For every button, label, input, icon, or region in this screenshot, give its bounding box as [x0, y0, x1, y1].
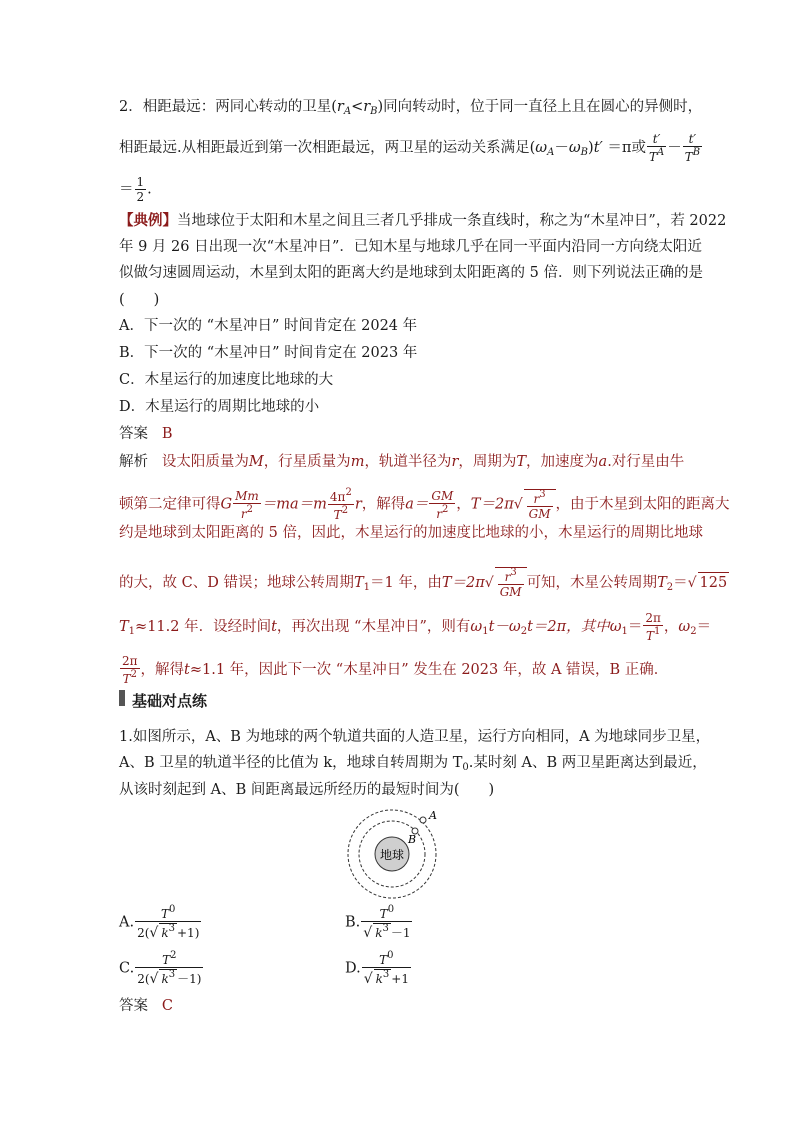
text: ，解得: [140, 662, 185, 678]
text: 似做匀速圆周运动，木星到太阳的距离大约是地球到太阳距离的 5 倍．则下列说法正确的是: [119, 265, 703, 281]
analysis-line1: [119, 452, 684, 472]
option-label: C.: [119, 960, 135, 977]
var: t′: [593, 140, 603, 156]
den: +1: [391, 972, 409, 986]
sup: B: [692, 147, 701, 158]
label-b: B: [408, 833, 417, 846]
var: T: [516, 454, 527, 470]
num: 1: [136, 175, 145, 189]
text: D．木星运行的周期比地球的小: [119, 399, 320, 415]
den: 2: [136, 190, 145, 204]
p1-line2: [119, 133, 703, 163]
var: ω: [568, 140, 581, 156]
den: 2(: [137, 926, 150, 940]
text: 年 9 月 26 日出现一次“木星冲日”．已知木星与地球几乎在同一平面内沿同一方向绕太阳近: [119, 239, 702, 255]
sub: A: [547, 147, 555, 158]
answer-label: 答案: [119, 998, 148, 1014]
num: T: [379, 953, 388, 967]
num: T: [379, 907, 388, 921]
example-answer: [119, 424, 172, 444]
var: r: [363, 99, 371, 115]
var: t: [271, 619, 277, 635]
den: r: [240, 506, 247, 521]
text: ＝π或: [607, 140, 646, 156]
analysis-line5: $T_1\approx 11.2$ 年．设经时间t，再次出现 “木星冲日”，则有$\omega_1t-\omega_2t=2\pi$，其中$\omega_1=$ $\frac{2\pi}{T^1}$ ，$\omega_2=$: [119, 611, 712, 643]
frac-half: [135, 176, 147, 203]
q1-line3: [119, 780, 494, 800]
symbol: <: [351, 99, 364, 115]
text: ，: [456, 496, 471, 513]
var: a: [598, 454, 608, 470]
text: .对行星由牛: [607, 454, 685, 470]
example-tag: 【典例】: [119, 212, 177, 229]
sqrt-125: 125: [698, 572, 730, 593]
text: 的大，故 C、D 错误；地球公转周期: [119, 575, 354, 591]
option-label: B.: [345, 914, 361, 931]
text: 顿第二定律可得: [119, 496, 221, 513]
var: r: [336, 99, 344, 115]
sup: 2: [170, 950, 177, 961]
orbit-diagram: [345, 805, 455, 905]
satellite-a-icon: [420, 817, 426, 823]
var: k: [375, 926, 383, 940]
frac-2pi-T1: $\frac{2\pi}{T^1}$: [645, 611, 661, 643]
num: T: [161, 907, 170, 921]
text: ，再次出现 “木星冲日”，则有: [276, 619, 471, 635]
text: 约是地球到太阳距离的 5 倍，因此，木星运行的加速度比地球的小，木星运行的周期比地球: [119, 525, 703, 541]
var: k: [161, 926, 169, 940]
sqrt: $\frac{r^3}{GM}$: [495, 567, 527, 598]
sub: B: [580, 147, 589, 158]
q1-line1: [119, 727, 710, 747]
sub: 2: [520, 626, 528, 637]
frac-2pi-T2: $\frac{2\pi}{T^2}$: [122, 654, 138, 686]
sup: A: [656, 147, 665, 158]
num: 2π: [645, 611, 661, 625]
option-label: A.: [119, 914, 135, 931]
example-line1: [119, 211, 726, 231]
example-option-d: [119, 397, 319, 417]
text: )同向转动时，位于同一直径上且在圆心的异侧时，: [377, 99, 703, 115]
sup: 0: [169, 904, 176, 915]
frac-GM-r2: $\frac{GM}{r^2}$: [431, 488, 454, 521]
text: C．木星运行的加速度比地球的大: [119, 372, 334, 388]
answer-value: C: [161, 998, 173, 1014]
frac-4pi2-T2: $\frac{4\pi^2}{T^2}$: [329, 487, 352, 522]
sub: B: [370, 106, 378, 117]
sub: 0: [462, 762, 469, 773]
text: 当地球位于太阳和木星之间且三者几乎排成一条直线时，称之为“木星冲日”，若 2022: [177, 213, 727, 229]
var: r: [354, 496, 362, 513]
q1-option-b: B. $\frac{T^0}{√ k^3 -1}$: [345, 904, 411, 941]
text: 1.如图所示，A、B 为地球的两个轨道共面的人造卫星，运行方向相同，A 为地球同步卫星，: [119, 729, 711, 745]
example-paren: [119, 290, 159, 310]
text: t＝2π，其中: [527, 619, 610, 635]
text: ＝ma＝m: [261, 496, 327, 513]
var: M: [248, 454, 264, 470]
num: r: [533, 491, 540, 506]
section-title: 基础对点练: [132, 692, 208, 710]
example-line2: [119, 237, 702, 257]
text: ，解得: [361, 496, 406, 513]
var: ω: [535, 140, 548, 156]
item-label: 相距最远：: [142, 99, 216, 115]
var: T: [353, 575, 364, 591]
answer-value: B: [161, 426, 173, 442]
den: 2(: [137, 972, 150, 986]
sup: 0: [387, 950, 394, 961]
section-bar: [119, 690, 125, 706]
num: GM: [431, 488, 454, 503]
var: ω: [470, 619, 483, 635]
analysis-line2: [119, 488, 730, 521]
frac-tA: [647, 133, 666, 163]
example-option-c: [119, 370, 333, 390]
text: 可知，木星公转周期: [526, 575, 658, 591]
den: GM: [528, 506, 551, 521]
frac-Mm-r2: $\frac{Mm}{r^2}$: [235, 488, 259, 521]
sub: A: [343, 106, 352, 117]
frac-tB: [683, 133, 702, 163]
sub: 2: [666, 582, 674, 593]
text: ( ): [119, 292, 160, 308]
text: .某时刻 A、B 两卫星距离达到最近，: [468, 755, 707, 771]
sqrt: $\frac{r^3}{GM}$: [524, 489, 556, 520]
var: m: [350, 454, 365, 470]
var: k: [375, 972, 383, 986]
example-line3: [119, 263, 703, 283]
sup: 0: [387, 904, 395, 915]
analysis-line4: 的大，故 C、D 错误；地球公转周期$T_1=1$ 年，由T＝2π√ $\frac{r^3}{GM}$ 可知，木星公转周期$T_2=√$ 125: [119, 567, 728, 599]
text: a＝: [405, 496, 429, 513]
den: T: [684, 150, 693, 164]
radical-icon: √: [513, 496, 523, 513]
text: A、B 卫星的轨道半径的比值为 k，地球自转周期为 T: [119, 755, 463, 771]
den: T: [648, 150, 657, 164]
text: B．下一次的 “木星冲日” 时间肯定在 2023 年: [119, 345, 418, 361]
radical-icon: √: [687, 575, 697, 591]
symbol: －: [554, 140, 569, 156]
p1-line3: [119, 176, 152, 203]
var: r: [451, 454, 459, 470]
text: ≈11.2 年．设经时间: [135, 619, 272, 635]
q1-line2: [119, 753, 707, 778]
p1-line1: [119, 97, 702, 122]
sup: 3: [168, 923, 175, 934]
sub: 1: [363, 582, 370, 593]
text: 两同心转动的卫星(: [215, 99, 337, 115]
q1-option-d: D. $\frac{T^0}{√ k^3 +1}$: [345, 950, 409, 987]
q1-option-c: C. $\frac{T^2}{2(√ k^3 -1)}$: [119, 950, 202, 987]
radical-icon: √: [484, 575, 494, 591]
analysis-label: 解析: [119, 454, 148, 470]
text: ，由于木星到太阳的距离大: [555, 496, 730, 513]
example-option-a: [119, 316, 417, 336]
q1-option-a: A. $\frac{T^0}{2(√ k^3 +1)}$: [119, 904, 200, 941]
symbol: ＝: [119, 181, 134, 198]
text: 设太阳质量为: [161, 454, 249, 470]
text: T＝2π: [441, 575, 485, 591]
num: T: [162, 953, 171, 967]
num: t′: [647, 133, 666, 147]
text: ，: [663, 619, 679, 635]
example-option-b: [119, 343, 417, 363]
text: ，加速度为: [526, 454, 599, 470]
label-a: A: [429, 809, 437, 822]
den: +1): [177, 926, 200, 940]
var: k: [161, 972, 169, 986]
text: t－: [488, 619, 509, 635]
minus: －: [667, 140, 682, 156]
symbol: ＝: [696, 619, 712, 635]
q1-answer: [119, 996, 173, 1016]
var: G: [220, 496, 233, 513]
text: 相距最远.从相距最近到第一次相距最远，两卫星的运动关系满足(: [119, 140, 536, 156]
text: ＝: [673, 575, 688, 591]
text: ＝1 年，由: [369, 575, 442, 591]
symbol: .: [147, 181, 152, 198]
symbol: ＝: [627, 619, 643, 635]
num: 4π: [329, 490, 346, 504]
sub: 1: [482, 626, 489, 637]
den: T: [333, 508, 342, 522]
text: ，行星质量为: [263, 454, 351, 470]
option-label: D.: [345, 960, 361, 977]
text: ，轨道半径为: [364, 454, 452, 470]
text: ，周期为: [458, 454, 517, 470]
text: ): [588, 140, 594, 156]
num: t′: [683, 133, 702, 147]
text: A．下一次的 “木星冲日” 时间肯定在 2024 年: [119, 318, 418, 334]
analysis-line3: [119, 523, 703, 543]
item-number: 2．: [119, 99, 143, 115]
text: ≈1.1 年，因此下一次 “木星冲日” 发生在 2023 年，故 A 错误，B 正确．: [189, 662, 669, 678]
den: －1): [177, 972, 202, 986]
earth-label: 地球: [379, 848, 405, 862]
text: T＝2π: [470, 496, 514, 513]
text: 从该时刻起到 A、B 间距离最远所经历的最短时间为( ): [119, 782, 495, 798]
num: Mm: [235, 488, 259, 503]
den: －1: [390, 926, 411, 940]
answer-label: 答案: [119, 426, 148, 442]
analysis-line6: $\frac{2\pi}{T^2}$ ，解得t≈1.1 年，因此下一次 “木星冲日” 发生在 2023 年，故 A 错误，B 正确．: [122, 654, 669, 686]
